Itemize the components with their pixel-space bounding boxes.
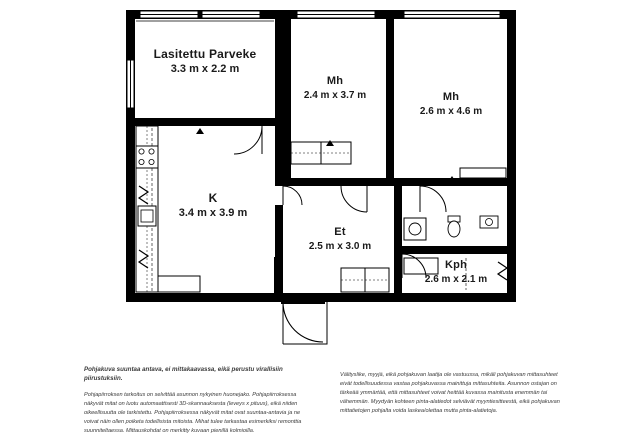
room-name: Kph	[445, 259, 467, 271]
room-name: Mh	[326, 75, 344, 87]
room-dims: 2.6 m x 2.1 m	[424, 273, 488, 285]
room-name: Lasitettu Parveke	[153, 47, 257, 61]
room-dims: 2.6 m x 4.6 m	[419, 105, 483, 117]
room-label-kitchen	[158, 190, 268, 221]
room-dims: 2.5 m x 3.0 m	[308, 240, 372, 252]
disclaimer-left-text: Pohjapiirroksen tarkoitus on selvittää asunnon nykyinen huonejako. Pohjapiirroksessa näkyvät mitat on luotu automaattisesti 3D-skannauksesta (leveys x pituus), eikä niiden oikeellisuutta ole tarkistettu. Pohjapiirroksessa näkyvät mitat ovat suuntaa-antavia ja ne voivat näin ollen poiketa todellisista mitoista. Mihat tulee tarkastaa esimerkiksi remonttia suunniteltaessa. Mittauskohdat on merkitty kuvaan pienillä kolmioilla.	[84, 391, 302, 434]
room-label-bathroom	[404, 258, 508, 286]
room-name: Mh	[442, 91, 460, 103]
room-name: K	[208, 191, 218, 205]
room-dims: 2.4 m x 3.7 m	[303, 89, 367, 101]
bedroom2-fixtures	[460, 168, 506, 178]
disclaimer-right-text: Välityslike, myyjä, eikä pohjakuvan laatija ole vastuussa, mikäli pohjakuvan mittasuhteet eivät todellisuudessa vastaa pohjakuvassa mainittuja mittasuhteita. Asunnon ostajan on tärkeää ymmärtää, että mittasuhteet voivat heittää kuvassa mainitusta enemmän tai vähemmän. Myydyän kohteen pinta-alatiedot selviävät myyntiesitteestä, eikä pohjakuvan mittatietojen pohjalta voida laskea/olettaa mutta pinta-alatietoja.	[340, 372, 560, 415]
room-dims: 3.4 m x 3.9 m	[178, 207, 248, 220]
disclaimer-right	[340, 371, 562, 416]
bedroom1-fixtures	[291, 142, 351, 164]
room-label-hall	[288, 225, 392, 253]
room-label-bedroom1	[283, 74, 387, 102]
room-label-balcony	[127, 46, 283, 77]
hall-fixtures	[341, 268, 389, 292]
room-dims: 3.3 m x 2.2 m	[170, 63, 240, 76]
disclaimer-left-heading: Pohjakuva suuntaa antava, ei mittakaavassa, eikä perustu virallisiin piirustuksiin.	[84, 366, 283, 383]
room-label-bedroom2	[394, 90, 508, 118]
disclaimer-left	[84, 365, 312, 436]
room-name: Et	[334, 226, 346, 238]
